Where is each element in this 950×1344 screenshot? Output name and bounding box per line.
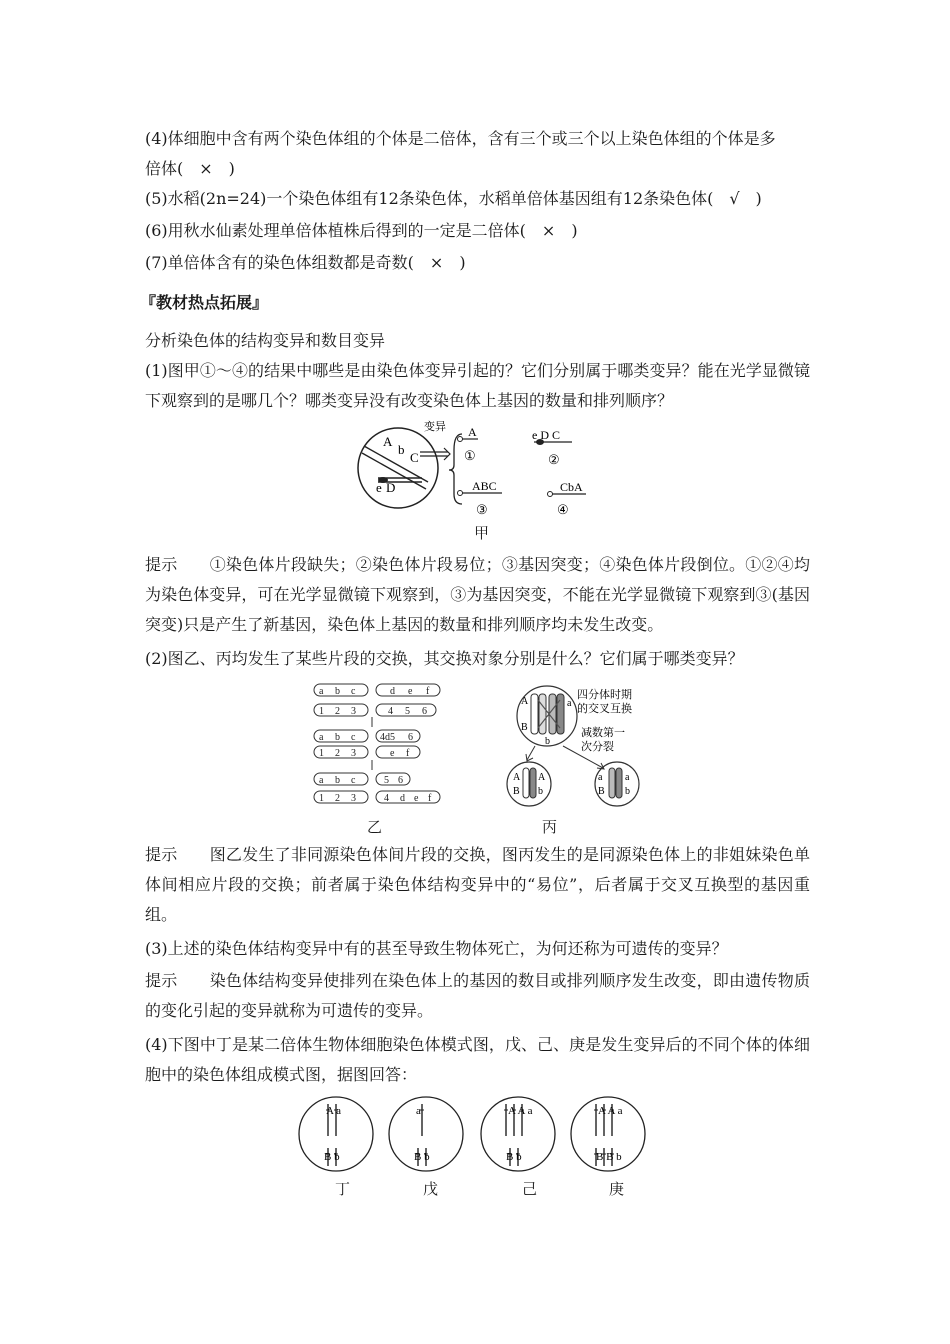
bing-gene-b-upper: B bbox=[521, 722, 528, 733]
yi-r6-2: 3 bbox=[351, 793, 356, 804]
jia-gene-d: D bbox=[386, 480, 396, 495]
bing-gene-b-lower: b bbox=[545, 736, 550, 747]
yi-r2-4: 5 bbox=[405, 706, 410, 717]
jia-result-3-genes: ABC bbox=[472, 479, 497, 493]
hint-1-text: ①染色体片段缺失；②染色体片段易位；③基因突变；④染色体片段倒位。①②④均为染色体变异，可在光学显微镜下观察到，③为基因突变，不能在光学显微镜下观察到③(基因突变)只是产生了新基因，染色体上基因的数量和排列顺序均未发生改变。 bbox=[145, 555, 810, 634]
cell-top-genes-0: A a bbox=[326, 1105, 341, 1117]
hint-2-text: 图乙发生了非同源染色体间片段的交换，图丙发生的是同源染色体上的非姐妹染色单体间相应片段的交换；前者属于染色体结构变异中的“易位”，后者属于交叉互换型的基因重组。 bbox=[145, 845, 810, 924]
yi-r6-1: 2 bbox=[335, 793, 340, 804]
figure-yi bbox=[310, 680, 450, 808]
yi-r6-6: f bbox=[428, 793, 432, 804]
bing-note-4: 次分裂 bbox=[581, 741, 614, 753]
jia-result-4-label: ④ bbox=[557, 502, 569, 517]
hint-3-text: 染色体结构变异使排列在染色体上的基因的数目或排列顺序发生改变，即由遗传物质的变化引起的变异就称为可遗传的变异。 bbox=[145, 971, 810, 1020]
bing-d1-gene-a: A bbox=[513, 772, 521, 783]
yi-r2-3: 4 bbox=[388, 706, 393, 717]
yi-r1-0: a bbox=[319, 686, 324, 697]
hint-1-label: 提示 bbox=[145, 555, 178, 574]
yi-r6-3: 4 bbox=[384, 793, 389, 804]
section-heading: 『教材热点拓展』 bbox=[140, 293, 269, 312]
bing-d2-gene-b2: b bbox=[625, 786, 630, 797]
jia-result-2-genes: e D C bbox=[532, 428, 560, 442]
bing-d1-gene-b2: b bbox=[538, 786, 543, 797]
yi-r5-1: b bbox=[335, 775, 340, 786]
caption-ji: 己 bbox=[522, 1180, 538, 1198]
cell-bottom-genes-2: B b bbox=[506, 1151, 522, 1163]
yi-r6-0: 1 bbox=[319, 793, 324, 804]
figure-cells bbox=[296, 1094, 658, 1176]
judgment-5: (5)水稻(2n=24)一个染色体组有12条染色体，水稻单倍体基因组有12条染色体( √ ) bbox=[145, 189, 762, 208]
question-4: (4)下图中丁是某二倍体生物体细胞染色体模式图，戊、己、庚是发生变异后的不同个体的体细胞中的染色体组成模式图，据图回答： bbox=[145, 1035, 810, 1084]
bing-note-2: 的交叉互换 bbox=[577, 703, 632, 715]
figure-bing bbox=[505, 684, 655, 808]
caption-geng: 庚 bbox=[609, 1180, 625, 1198]
jia-gene-b: b bbox=[398, 442, 405, 457]
jia-result-2-label: ② bbox=[548, 452, 560, 467]
yi-r2-5: 6 bbox=[422, 706, 427, 717]
cell-top-genes-3: A A a bbox=[598, 1105, 623, 1117]
judgment-4-line1: (4)体细胞中含有两个染色体组的个体是二倍体，含有三个或三个以上染色体组的个体是多 bbox=[145, 129, 776, 148]
yi-r3-3: 4d5 bbox=[380, 732, 395, 743]
yi-r1-3: d bbox=[390, 686, 395, 697]
yi-r5-0: a bbox=[319, 775, 324, 786]
caption-ding: 丁 bbox=[335, 1180, 351, 1198]
question-2: (2)图乙、丙均发生了某些片段的交换，其交换对象分别是什么？它们属于哪类变异？ bbox=[145, 649, 744, 668]
yi-r4-2: 3 bbox=[351, 748, 356, 759]
topic-title: 分析染色体的结构变异和数目变异 bbox=[145, 331, 386, 350]
jia-result-1-genes: A bbox=[468, 425, 477, 439]
jia-gene-c: C bbox=[410, 450, 419, 465]
hint-2-label: 提示 bbox=[145, 845, 178, 864]
jia-gene-a: A bbox=[383, 434, 393, 449]
yi-r5-4: 6 bbox=[398, 775, 403, 786]
bing-gene-a-lower: a bbox=[567, 698, 572, 709]
cell-bottom-genes-1: B b bbox=[414, 1151, 430, 1163]
jia-result-1-label: ① bbox=[464, 448, 476, 463]
bing-note-1: 四分体时期 bbox=[577, 689, 632, 701]
yi-r5-3: 5 bbox=[384, 775, 389, 786]
yi-r5-2: c bbox=[351, 775, 356, 786]
figure-jia bbox=[350, 420, 600, 540]
bing-gene-a-upper: A bbox=[521, 696, 529, 707]
hint-1 bbox=[145, 550, 810, 640]
question-3: (3)上述的染色体结构变异中有的甚至导致生物体死亡，为何还称为可遗传的变异？ bbox=[145, 939, 728, 958]
cell-bottom-genes-3: B B b bbox=[596, 1151, 622, 1163]
judgment-6: (6)用秋水仙素处理单倍体植株后得到的一定是二倍体( × ) bbox=[145, 221, 578, 240]
bing-d2-gene-b: B bbox=[598, 786, 605, 797]
caption-wu: 戊 bbox=[423, 1180, 439, 1198]
jia-result-4-genes: CbA bbox=[560, 480, 583, 494]
yi-r4-3: e bbox=[390, 748, 395, 759]
yi-r1-1: b bbox=[335, 686, 340, 697]
yi-r3-1: b bbox=[335, 732, 340, 743]
bing-d1-gene-a2: A bbox=[538, 772, 546, 783]
yi-r4-0: 1 bbox=[319, 748, 324, 759]
cell-bottom-genes-0: B b bbox=[324, 1151, 340, 1163]
jia-gene-e: e bbox=[376, 480, 382, 495]
yi-r2-2: 3 bbox=[351, 706, 356, 717]
cell-top-genes-1: a bbox=[416, 1105, 421, 1117]
caption-bing: 丙 bbox=[542, 818, 558, 836]
bing-d2-gene-a: a bbox=[598, 772, 603, 783]
question-1: (1)图甲①～④的结果中哪些是由染色体变异引起的？它们分别属于哪类变异？能在光学显微镜下观察到的是哪几个？哪类变异没有改变染色体上基因的数量和排列顺序？ bbox=[145, 361, 810, 410]
bing-d1-gene-b: B bbox=[513, 786, 520, 797]
yi-r1-2: c bbox=[351, 686, 356, 697]
bing-note-3: 减数第一 bbox=[581, 727, 625, 739]
hint-3 bbox=[145, 966, 810, 1026]
yi-r1-4: e bbox=[408, 686, 413, 697]
yi-r6-5: e bbox=[414, 793, 419, 804]
yi-r3-2: c bbox=[351, 732, 356, 743]
yi-r2-0: 1 bbox=[319, 706, 324, 717]
yi-r4-1: 2 bbox=[335, 748, 340, 759]
yi-r1-5: f bbox=[426, 686, 430, 697]
jia-arrow-label: 变异 bbox=[424, 421, 446, 433]
caption-jia: 甲 bbox=[474, 524, 490, 542]
bing-d2-gene-a2: a bbox=[625, 772, 630, 783]
hint-3-label: 提示 bbox=[145, 971, 178, 990]
cell-top-genes-2: A A a bbox=[508, 1105, 533, 1117]
yi-r6-4: d bbox=[400, 793, 405, 804]
yi-r2-1: 2 bbox=[335, 706, 340, 717]
judgment-7: (7)单倍体含有的染色体组数都是奇数( × ) bbox=[145, 253, 466, 272]
caption-yi: 乙 bbox=[367, 818, 383, 836]
yi-r3-0: a bbox=[319, 732, 324, 743]
hint-2 bbox=[145, 840, 810, 930]
jia-result-3-label: ③ bbox=[476, 502, 488, 517]
judgment-4-line2: 倍体( × ) bbox=[145, 159, 235, 178]
yi-r3-4: 6 bbox=[408, 732, 413, 743]
yi-r4-4: f bbox=[406, 748, 410, 759]
